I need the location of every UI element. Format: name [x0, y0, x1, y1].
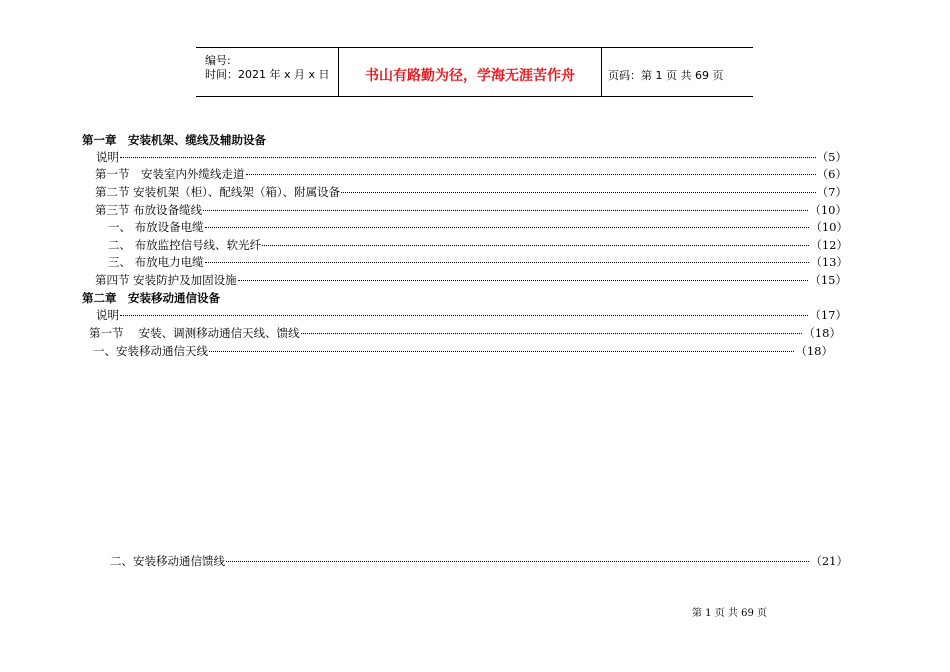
toc-title: 第三节 布放设备缆线	[95, 203, 203, 217]
toc-entry[interactable]	[95, 184, 847, 200]
toc-leader	[205, 261, 810, 263]
toc-title: 二、 布放监控信号线、软光纤	[108, 238, 262, 252]
toc-title: 第四节 安装防护及加固设施	[95, 273, 237, 287]
page-footer: 第 1 页 共 69 页	[692, 608, 767, 619]
toc-leader	[205, 226, 810, 228]
motto-text: 书山有路勤为径，学海无涯苦作舟	[365, 68, 575, 84]
toc-entry[interactable]	[96, 307, 847, 323]
toc-leader	[262, 244, 809, 246]
toc-page-number: （10）	[809, 203, 847, 217]
toc-title: 一、安装移动通信天线	[93, 344, 208, 358]
toc-leader	[246, 173, 816, 175]
toc-title: 第一节 安装、调测移动通信天线、馈线	[89, 326, 300, 340]
toc-entry[interactable]	[95, 166, 847, 182]
serial-label: 编号:	[205, 54, 231, 67]
toc-entry[interactable]	[95, 272, 847, 288]
page-code: 页码：第 1 页 共 69 页	[608, 69, 724, 82]
toc-title: 说明	[96, 150, 119, 164]
toc-entry[interactable]	[89, 325, 841, 341]
toc-entry[interactable]	[108, 237, 848, 253]
toc-page-number: （10）	[810, 220, 848, 234]
toc-title: 说明	[96, 308, 119, 322]
toc-page-number: （6）	[816, 167, 847, 181]
toc-page-number: （5）	[816, 150, 847, 164]
toc-entry[interactable]	[93, 343, 833, 359]
toc-entry[interactable]	[108, 219, 848, 235]
toc-page-number: （12）	[810, 238, 848, 252]
toc-page-number: （18）	[803, 326, 841, 340]
header-page-cell	[602, 48, 753, 96]
toc-title: 二、安装移动通信馈线	[110, 554, 225, 568]
toc-page-number: （18）	[795, 344, 833, 358]
toc-leader	[209, 350, 794, 352]
toc-entry[interactable]	[95, 202, 847, 218]
toc-chapter-1[interactable]	[82, 132, 482, 148]
toc-leader	[120, 156, 816, 158]
toc-page-number: （21）	[810, 554, 848, 568]
toc-page-number: （7）	[816, 185, 847, 199]
header-motto-cell	[338, 48, 602, 96]
toc-page-number: （13）	[810, 255, 848, 269]
toc-entry[interactable]	[108, 254, 848, 270]
toc-entry[interactable]	[96, 149, 847, 165]
time-label: 时间：2021 年 x 月 x 日	[205, 68, 330, 81]
header-meta-cell	[196, 48, 338, 96]
toc-leader	[226, 560, 809, 562]
toc-title: 第一章 安装机架、缆线及辅助设备	[82, 133, 266, 147]
toc-leader	[238, 279, 809, 281]
toc-entry[interactable]	[110, 553, 848, 569]
page-header	[196, 47, 753, 97]
toc-page-number: （17）	[809, 308, 847, 322]
toc-title: 第一节 安装室内外缆线走道	[95, 167, 245, 181]
toc-leader	[341, 191, 816, 193]
toc-title: 一、 布放设备电缆	[108, 220, 204, 234]
toc-leader	[203, 209, 808, 211]
toc-page-number: （15）	[809, 273, 847, 287]
toc-title: 第二节 安装机架（柜）、配线架（箱）、附属设备	[95, 185, 341, 199]
toc-leader	[120, 314, 808, 316]
toc-leader	[301, 332, 803, 334]
toc-title: 三、 布放电力电缆	[108, 255, 204, 269]
toc-title: 第二章 安装移动通信设备	[82, 291, 220, 305]
toc-chapter-2[interactable]	[82, 290, 482, 306]
